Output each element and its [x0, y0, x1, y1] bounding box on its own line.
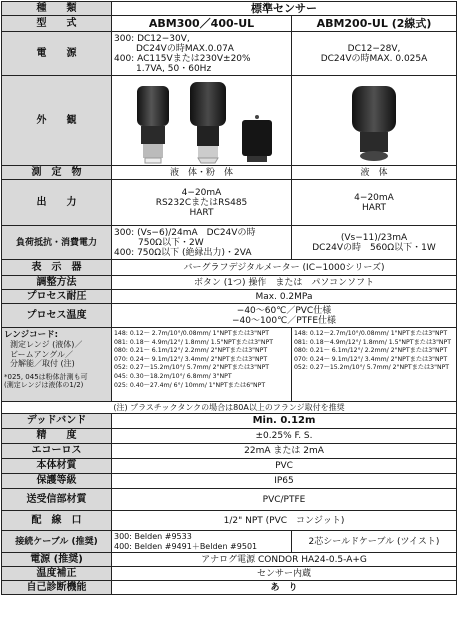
- row-range: [2, 328, 457, 402]
- power-label: 電 源: [2, 32, 112, 76]
- power-col1-line4: 1.7VA, 50・60Hz: [136, 63, 212, 74]
- power-col2-line1: DC12−28V,: [347, 43, 401, 54]
- load-col1-line1: 300: (Vs−6)/24mA DC24Vの時: [114, 227, 256, 238]
- range-sub1: 測定レンジ (液体)／: [10, 340, 83, 349]
- sensor-400-photo: [185, 82, 231, 164]
- load-col1-line2: 750Ω以下・2W: [138, 237, 204, 248]
- psu-label: 電源 (推奨): [2, 553, 112, 567]
- power-col1-line1: 300: DC12−30V,: [114, 33, 190, 44]
- load-col2-line2: DC24Vの時 560Ω以下・1W: [312, 242, 436, 253]
- body-material-label: 本体材質: [2, 459, 112, 474]
- range-col2-row: 070: 0.24〜 9.1m/12°/ 3.4mm/ 2"NPTまたは3"NPT: [294, 355, 448, 363]
- output-label: 出 力: [2, 180, 112, 226]
- sensor-small-photo: [241, 114, 273, 164]
- power-col1: [112, 32, 292, 76]
- range-col1: [112, 328, 292, 402]
- model-label: 型 式: [2, 16, 112, 32]
- product-name: 標準センサー: [112, 2, 457, 16]
- display-label: 表 示 器: [2, 260, 112, 276]
- row-pressure: [2, 290, 457, 304]
- temp-value: [112, 304, 457, 328]
- load-col1-line3: 400: 750Ω以下 (絶縁出力)・2VA: [114, 247, 252, 258]
- row-type: [2, 2, 457, 16]
- range-col2-row: 081: 0.18〜4.9m/12°/ 1.8mm/ 1.5"NPTまたは3"NPT: [294, 338, 452, 346]
- range-col2: [292, 328, 457, 402]
- protection-value: IP65: [112, 474, 457, 489]
- load-col1: [112, 226, 292, 260]
- range-footnote: (注) プラスチックタンクの場合は80A以上のフランジ取付を推奨: [2, 402, 457, 414]
- model-col2: ABM200-UL (2線式): [292, 16, 457, 32]
- appearance-photo-col2: [292, 76, 457, 166]
- range-col1-row: 081: 0.18〜 4.9m/12°/ 1.8mm/ 1.5"NPTまたは3"NPT: [114, 338, 274, 346]
- range-col1-row: 070: 0.24〜 9.1m/12°/ 3.4mm/ 2"NPTまたは3"NPT: [114, 355, 268, 363]
- accuracy-value: ±0.25% F. S.: [112, 429, 457, 444]
- row-accuracy: [2, 429, 457, 444]
- row-appearance: [2, 76, 457, 166]
- row-load: [2, 226, 457, 260]
- row-temp-comp: [2, 567, 457, 581]
- range-col2-row: 148: 0.12〜2.7m/10°/0.08mm/ 1"NPTまたは3"NPT: [294, 330, 448, 337]
- range-col1-row: 025: 0.40〜27.4m/ 6°/ 10mm/ 1"NPTまたは6"NPT: [114, 381, 266, 389]
- psu-value: アナログ電源 CONDOR HA24-0.5-A+G: [112, 553, 457, 567]
- row-psu: [2, 553, 457, 567]
- accuracy-label: 精 度: [2, 429, 112, 444]
- transducer-value: PVC/PTFE: [112, 489, 457, 511]
- temp-line1: −40〜60℃／PVC仕様: [236, 305, 332, 316]
- range-note1: *025, 045は粉体計測も可: [4, 372, 88, 381]
- measured-label: 測 定 物: [2, 166, 112, 180]
- diagnostics-label: 自己診断機能: [2, 581, 112, 595]
- row-deadband: [2, 414, 457, 429]
- range-label-cell: [2, 328, 112, 402]
- row-temp: [2, 304, 457, 328]
- appearance-photo-col1: [112, 76, 292, 166]
- protection-label: 保護等級: [2, 474, 112, 489]
- row-measured: [2, 166, 457, 180]
- echo-label: エコーロス: [2, 444, 112, 459]
- range-col1-row: 045: 0.30〜18.2m/10°/ 6.8mm/ 3"NPT: [114, 372, 232, 380]
- body-material-value: PVC: [112, 459, 457, 474]
- measured-col2: 液 体: [292, 166, 457, 180]
- range-label: レンジコード:: [4, 330, 58, 340]
- cable-col2: 2芯シールドケーブル (ツイスト): [292, 531, 457, 553]
- row-model: [2, 16, 457, 32]
- row-body-material: [2, 459, 457, 474]
- pressure-label: プロセス耐圧: [2, 290, 112, 304]
- cable-col1-line2: 400: Belden #9491＋Belden #9501: [114, 541, 258, 551]
- range-note2: (測定レンジは液体の1/2): [4, 380, 84, 389]
- sensor-300-photo: [131, 84, 175, 164]
- display-value: バーグラフデジタルメーター (IC−1000シリーズ): [112, 260, 457, 276]
- power-col2-line2: DC24Vの時MAX. 0.025A: [320, 53, 428, 64]
- type-label: 種 類: [2, 2, 112, 16]
- output-col2: [292, 180, 457, 226]
- output-col1-line1: 4−20mA: [181, 187, 222, 198]
- measured-col1: 液 体・粉 体: [112, 166, 292, 180]
- row-protection: [2, 474, 457, 489]
- row-echo: [2, 444, 457, 459]
- spec-table: [1, 1, 457, 595]
- temp-comp-label: 温度補正: [2, 567, 112, 581]
- output-col2-line2: HART: [361, 202, 387, 213]
- range-col1-row: 080: 0.21〜 6.1m/12°/ 2.2mm/ 2"NPTまたは3"NPT: [114, 347, 268, 355]
- model-col1: ABM300／400-UL: [112, 16, 292, 32]
- adjust-label: 調整方法: [2, 276, 112, 290]
- temp-line2: −40〜100℃／PTFE仕様: [231, 315, 337, 326]
- temp-label: プロセス温度: [2, 304, 112, 328]
- load-label: 負荷抵抗・消費電力: [2, 226, 112, 260]
- range-col2-row: 052: 0.27〜15.2m/10°/ 5.7mm/ 2"NPTまたは3"NPT: [294, 364, 450, 372]
- row-adjust: [2, 276, 457, 290]
- cable-col1: [112, 531, 292, 553]
- row-display: [2, 260, 457, 276]
- wiring-label: 配 線 口: [2, 511, 112, 531]
- echo-value: 22mA または 2mA: [112, 444, 457, 459]
- output-col1: [112, 180, 292, 226]
- load-col2: [292, 226, 457, 260]
- range-col2-row: 080: 0.21〜 6.1m/12°/ 2.2mm/ 2"NPTまたは3"NPT: [294, 347, 448, 355]
- row-wiring: [2, 511, 457, 531]
- output-col1-line2: RS232CまたはRS485: [155, 197, 248, 208]
- row-diagnostics: [2, 581, 457, 595]
- row-power: [2, 32, 457, 76]
- power-col1-line3: 400: AC115Vまたは230V±20%: [114, 53, 251, 64]
- power-col1-line2: DC24Vの時MAX.0.07A: [136, 43, 234, 54]
- pressure-value: Max. 0.2MPa: [112, 290, 457, 304]
- row-transducer: [2, 489, 457, 511]
- range-col1-row: 052: 0.27〜15.2m/10°/ 5.7mm/ 2"NPTまたは3"NPT: [114, 364, 270, 372]
- output-col2-line1: 4−20mA: [354, 192, 394, 203]
- power-col2: [292, 32, 457, 76]
- sensor-200-photo: [346, 84, 402, 164]
- cable-label: 接続ケーブル (推奨): [2, 531, 112, 553]
- row-range-footnote: [2, 402, 457, 414]
- temp-comp-value: センサー内蔵: [112, 567, 457, 581]
- row-output: [2, 180, 457, 226]
- diagnostics-value: あ り: [112, 581, 457, 595]
- adjust-value: ボタン (1つ) 操作 または パソコンソフト: [112, 276, 457, 290]
- wiring-value: 1/2" NPT (PVC コンジット): [112, 511, 457, 531]
- appearance-label: 外 観: [2, 76, 112, 166]
- load-col2-line1: (Vs−11)/23mA: [340, 232, 408, 243]
- deadband-value: Min. 0.12m: [112, 414, 457, 429]
- range-sub3: 分解能／取付 (注): [10, 359, 75, 368]
- output-col1-line3: HART: [189, 207, 214, 218]
- deadband-label: デッドバンド: [2, 414, 112, 429]
- range-sub2: ビームアングル／: [10, 349, 73, 359]
- transducer-label: 送受信部材質: [2, 489, 112, 511]
- range-col1-row: 148: 0.12〜 2.7m/10°/0.08mm/ 1"NPTまたは3"NPT: [114, 330, 270, 337]
- cable-col1-line1: 300: Belden #9533: [114, 532, 192, 541]
- row-cable: [2, 531, 457, 553]
